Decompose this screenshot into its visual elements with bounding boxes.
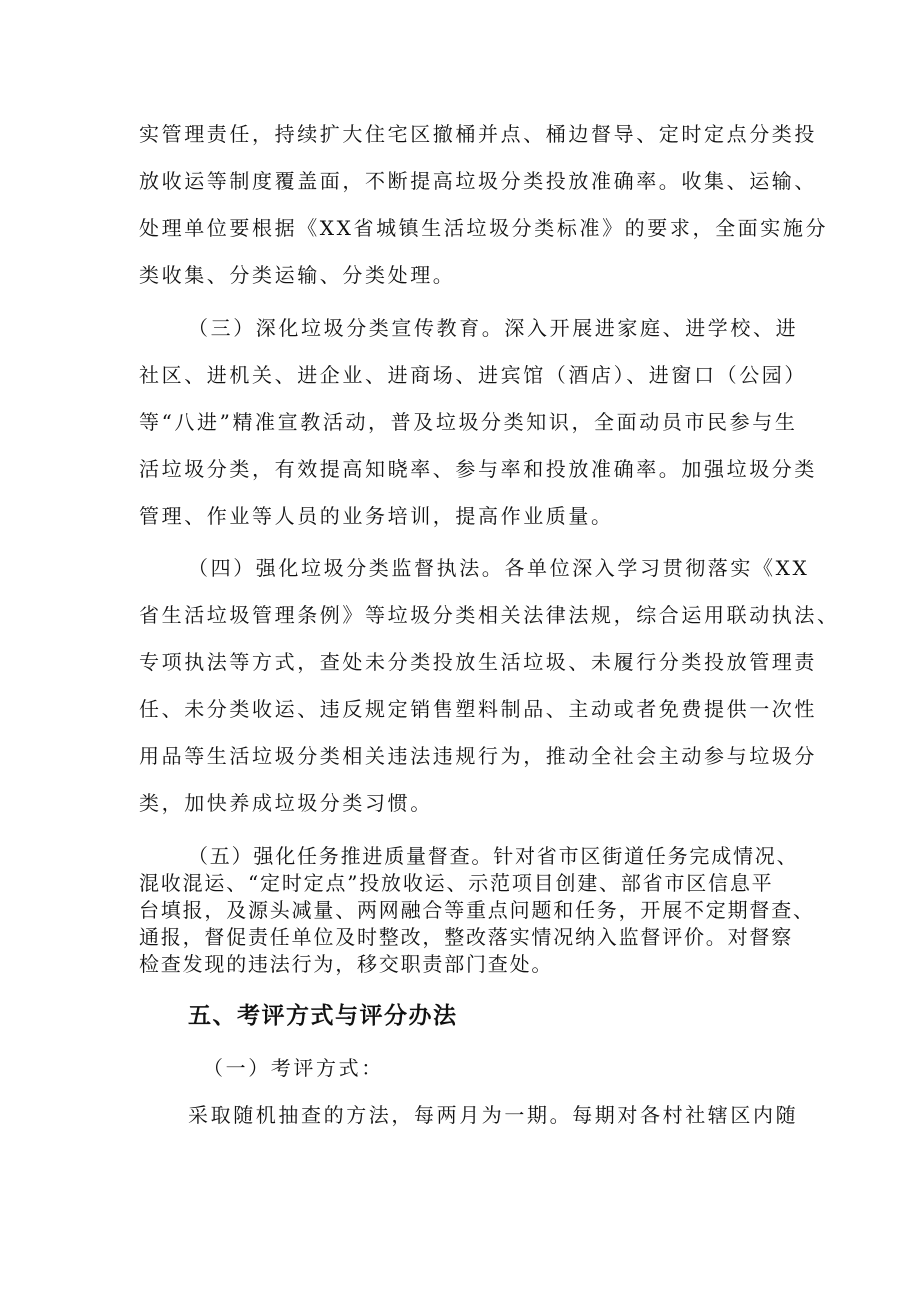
paragraph-line: （四）强化垃圾分类监督执法。各单位深入学习贯彻落实《XX	[188, 556, 810, 580]
paragraph-line: 任、未分类收运、违反规定销售塑料制品、主动或者免费提供一次性	[139, 697, 817, 721]
paragraph-line: 检查发现的违法行为，移交职责部门查处。	[139, 952, 554, 976]
paragraph-line: 管理、作业等人员的业务培训，提高作业质量。	[139, 504, 614, 528]
paragraph-line: 专项执法等方式，查处未分类投放生活垃圾、未履行分类投放管理责	[139, 650, 817, 674]
paragraph-line: 处理单位要根据《XX省城镇生活垃圾分类标准》的要求，全面实施分	[139, 216, 829, 240]
paragraph-line: 活垃圾分类，有效提高知晓率、参与率和投放准确率。加强垃圾分类	[139, 457, 817, 481]
paragraph-line: 等“八进”精准宣教活动，普及垃圾分类知识，全面动员市民参与生	[139, 410, 798, 434]
paragraph-line: 混收混运、“定时定点”投放收运、示范项目创建、部省市区信息平	[139, 871, 774, 895]
paragraph-line: （五）强化任务推进质量督查。针对省市区街道任务完成情况、	[188, 844, 799, 868]
sub-heading: （一）考评方式：	[203, 1056, 384, 1080]
paragraph-line: 社区、进机关、进企业、进商场、进宾馆（酒店）、进窗口（公园）	[139, 363, 807, 387]
paragraph-line: （三）深化垃圾分类宣传教育。深入开展进家庭、进学校、进	[188, 316, 799, 340]
section-heading: 五、考评方式与评分办法	[188, 1003, 458, 1029]
paragraph-line: 用品等生活垃圾分类相关违法违规行为，推动全社会主动参与垃圾分	[139, 744, 817, 768]
paragraph-line: 类，加快养成垃圾分类习惯。	[139, 791, 433, 815]
paragraph-line: 放收运等制度覆盖面，不断提高垃圾分类投放准确率。收集、运输、	[139, 169, 817, 193]
paragraph-line: 采取随机抽查的方法，每两月为一期。每期对各村社辖区内随	[188, 1103, 799, 1127]
paragraph-line: 类收集、分类运输、分类处理。	[139, 263, 456, 287]
paragraph-line: 实管理责任，持续扩大住宅区撤桶并点、桶边督导、定时定点分类投	[139, 122, 817, 146]
paragraph-line: 省生活垃圾管理条例》等垃圾分类相关法律法规，综合运用联动执法、	[139, 603, 840, 627]
paragraph-line: 台填报，及源头减量、两网融合等重点问题和任务，开展不定期督查、	[139, 898, 815, 922]
paragraph-line: 通报，督促责任单位及时整改，整改落实情况纳入监督评价。对督察	[139, 925, 793, 949]
